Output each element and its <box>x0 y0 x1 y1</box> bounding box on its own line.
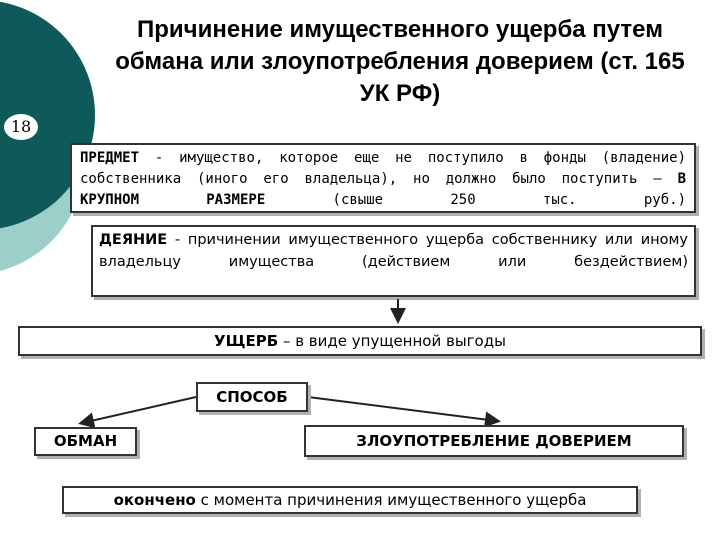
ushcherb-label: УЩЕРБ <box>214 332 279 350</box>
arrow-to-obman <box>82 397 196 423</box>
okoncheno-text: с момента причинения имущественного ущерба <box>195 491 587 509</box>
predmet-label: ПРЕДМЕТ <box>80 150 140 166</box>
deyanie-label: ДЕЯНИЕ <box>99 232 168 248</box>
deyanie-text: - причинении имущественного ущерба собственнику или иному владельцу имущества (действием или бездействием) <box>99 232 688 270</box>
predmet-text: - имущество, которое еще не поступило в фонды (владение) собственника (иного его владельца), но должно было поступить – <box>80 150 686 187</box>
zloupotreblenie-box: ЗЛОУПОТРЕБЛЕНИЕ ДОВЕРИЕМ <box>304 425 684 457</box>
slide-number: 18 <box>3 113 39 141</box>
slide-title: Причинение имущественного ущерба путем обмана или злоупотребления доверием (ст. 165 УК РФ) <box>115 16 685 107</box>
predmet-emphasis: В КРУПНОМ РАЗМЕРЕ <box>80 171 686 208</box>
predmet-text-end: (свыше 250 тыс. руб.) <box>265 192 686 208</box>
obman-box: ОБМАН <box>34 427 137 456</box>
okoncheno-label: окончено <box>113 491 196 509</box>
okoncheno-box <box>62 486 638 514</box>
arrow-to-zloupotreblenie <box>308 397 497 421</box>
sposob-box: СПОСОБ <box>196 382 308 412</box>
ushcherb-text: – в виде упущенной выгоды <box>278 332 506 350</box>
